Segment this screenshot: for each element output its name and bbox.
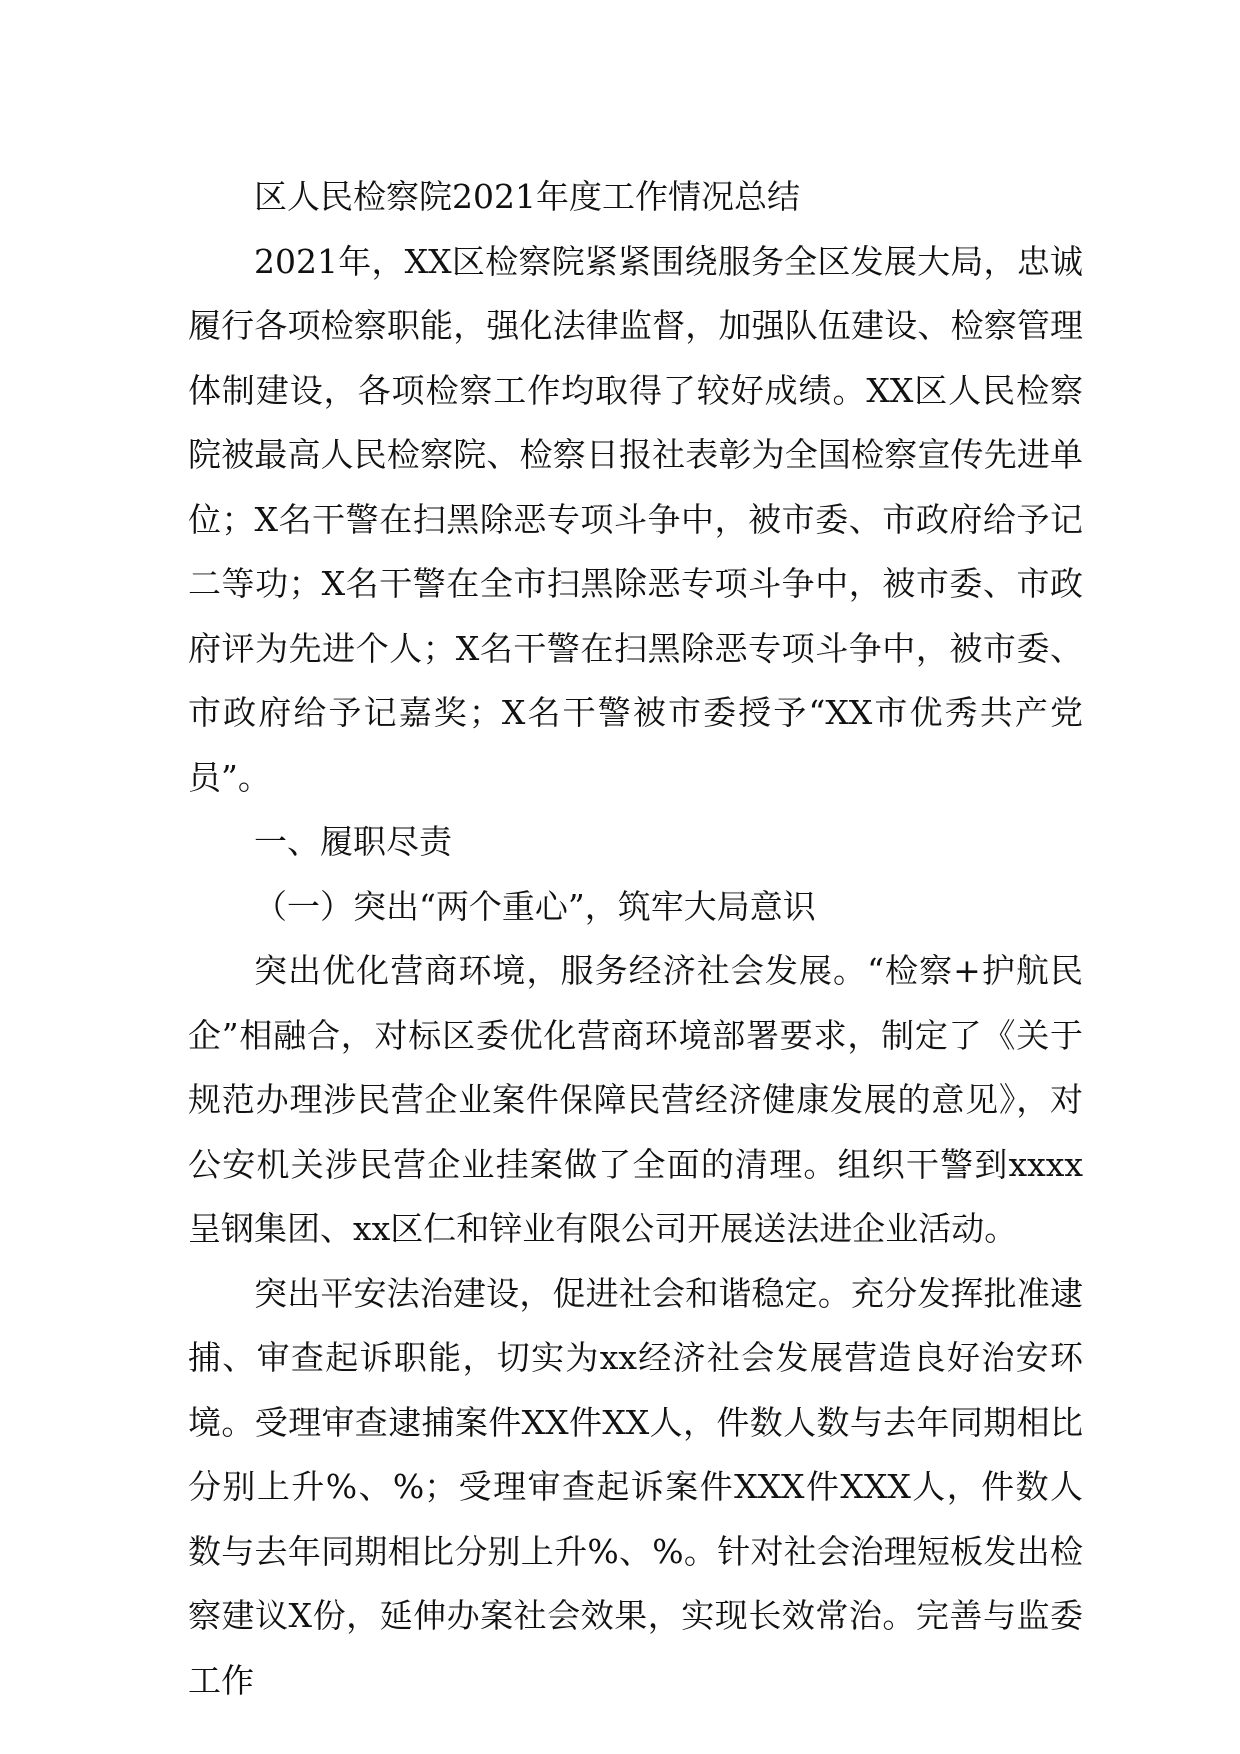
paragraph-business-environment: 突出优化营商环境，服务经济社会发展。“检察+护航民企”相融合，对标区委优化营商环境部署要求，制定了《关于规范办理涉民营企业案件保障民营经济健康发展的意见》，对公安机关涉民营企业挂案做了全面的清理。组织干警到xxxx呈钢集团、xx区仁和锌业有限公司开展送法进企业活动。 xyxy=(188,951,1083,1248)
subsection-heading-1: （一）突出“两个重心”，筑牢大局意识 xyxy=(254,886,816,926)
document-body xyxy=(188,165,1083,1713)
paragraph-rule-of-law: 突出平安法治建设，促进社会和谐稳定。充分发挥批准逮捕、审查起诉职能，切实为xx经济社会发展营造良好治安环境。受理审查逮捕案件XX件XX人，件数人数与去年同期相比分别上升%、%；受理审查起诉案件XXX件XXX人，件数人数与去年同期相比分别上升%、%。针对社会治理短板发出检察建议X份，延伸办案社会效果，实现长效常治。完善与监委工作 xyxy=(188,1273,1084,1700)
section-heading-1: 一、履职尽责 xyxy=(254,822,452,861)
document-title: 区人民检察院2021年度工作情况总结 xyxy=(254,177,800,216)
paragraph-intro: 2021年，XX区检察院紧紧围绕服务全区发展大局，忠诚履行各项检察职能，强化法律监督，加强队伍建设、检察管理体制建设，各项检察工作均取得了较好成绩。XX区人民检察院被最高人民检察院、检察日报社表彰为全国检察宣传先进单位；X名干警在扫黑除恶专项斗争中，被市委、市政府给予记二等功；X名干警在全市扫黑除恶专项斗争中，被市委、市政府评为先进个人；X名干警在扫黑除恶专项斗争中，被市委、市政府给予记嘉奖；X名干警被市委授予“XX市优秀共产党员”。 xyxy=(188,241,1083,797)
